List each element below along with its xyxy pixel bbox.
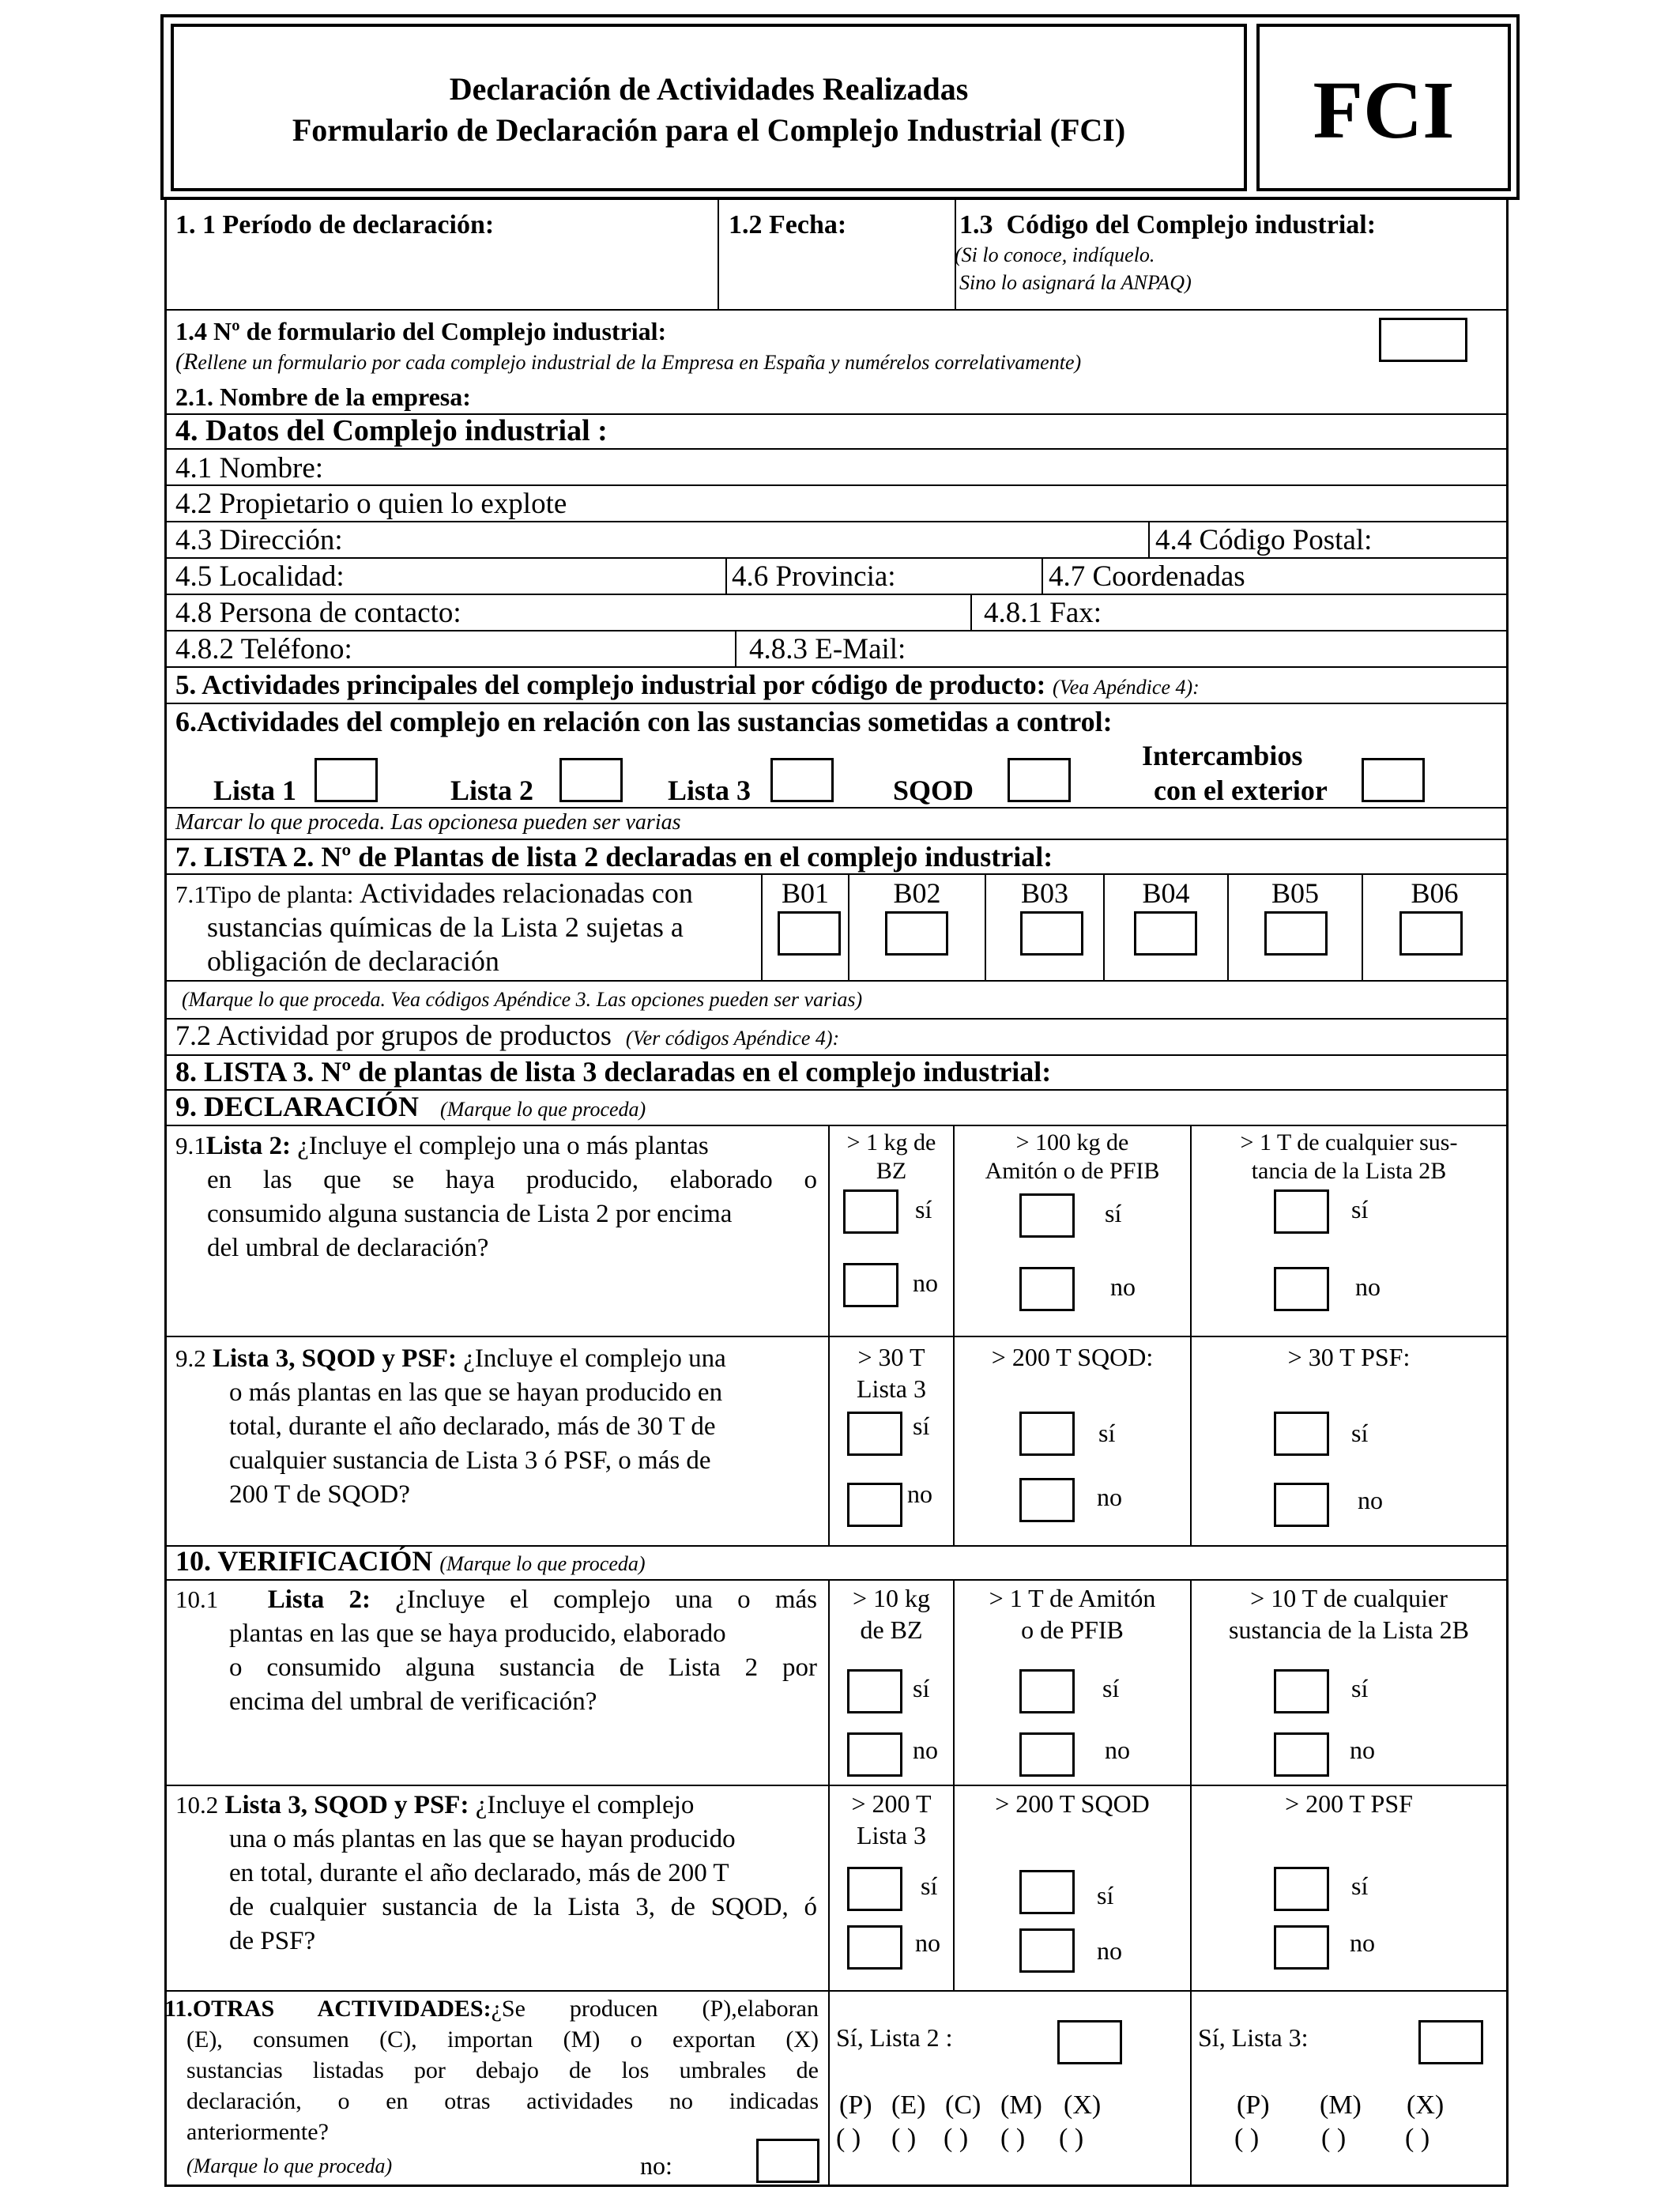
planta-b01-checkbox[interactable] (778, 911, 841, 956)
lista2-check-x[interactable]: ( ) (1059, 2124, 1084, 2153)
q102-col2-header: > 200 T SQOD (995, 1789, 1150, 1818)
otras-no-label: no: (640, 2151, 672, 2180)
si-label: sí (1351, 1419, 1369, 1447)
tipo-planta-note: (Marque lo que proceda. Vea códigos Apéndice 3. Las opciones pueden ser varias) (182, 988, 863, 1011)
q91-col3-si-checkbox[interactable] (1274, 1189, 1329, 1234)
coordenadas-field-label: 4.7 Coordenadas (1049, 560, 1245, 593)
tipo-planta-line2: sustancias químicas de la Lista 2 sujetas a (207, 911, 684, 943)
lista2-code-m: (M) (1000, 2090, 1042, 2120)
planta-b06-checkbox[interactable] (1399, 911, 1463, 956)
q101-line1: 10.1 Lista 2: ¿Incluye el complejo una o más (175, 1585, 817, 1614)
codigo-complejo-label: 1.3 Código del Complejo industrial: (959, 210, 1377, 239)
q92-col1-header: > 30 T Lista 3 (857, 1343, 926, 1403)
q92-col1-si-checkbox[interactable] (847, 1412, 902, 1456)
datos-complejo-title: 4. Datos del Complejo industrial : (175, 414, 608, 447)
contacto-field-label: 4.8 Persona de contacto: (175, 597, 461, 629)
q102-col1-header: > 200 T Lista 3 (851, 1789, 932, 1849)
no-label: no (913, 1269, 938, 1297)
lista3-checkbox[interactable] (770, 758, 834, 802)
q91-col1-si-checkbox[interactable] (843, 1189, 898, 1234)
si-lista2-checkbox[interactable] (1057, 2020, 1122, 2064)
q92-line5: 200 T de SQOD? (229, 1480, 410, 1509)
q101-col1-si-checkbox[interactable] (847, 1669, 902, 1713)
lista1-checkbox[interactable] (315, 758, 378, 802)
lista2-code-x: (X) (1064, 2090, 1102, 2120)
nombre-field-label: 4.1 Nombre: (175, 452, 324, 484)
lista3-check-p[interactable]: ( ) (1234, 2124, 1260, 2153)
q92-line1: 9.2 Lista 3, SQOD y PSF: ¿Incluye el complejo una (175, 1344, 726, 1373)
numero-formulario-label: 1.4 Nº de formulario del Complejo industrial: (175, 317, 667, 345)
q102-col3-header: > 200 T PSF (1285, 1789, 1413, 1818)
verificacion-q101-text (175, 1582, 817, 1719)
q91-line1: 9.1Lista 2: ¿Incluye el complejo una o más plantas (175, 1132, 709, 1160)
numero-formulario-note: (Rellene un formulario por cada complejo industrial de la Empresa en España y numérelos correlativamente) (175, 349, 1082, 375)
q92-line3: total, durante el año declarado, más de 30 T de (229, 1412, 716, 1441)
q102-line2: una o más plantas en las que se hayan producido (229, 1825, 736, 1853)
codigo-note-1: (Si lo conoce, indíquelo. (955, 243, 1155, 266)
verificacion-q102-text (175, 1788, 817, 1958)
fecha-label: 1.2 Fecha: (729, 210, 847, 239)
intercambios-label-2: con el exterior (1154, 775, 1328, 806)
q101-col1-no-checkbox[interactable] (847, 1732, 902, 1777)
planta-b03-checkbox[interactable] (1020, 911, 1083, 956)
si-label: sí (1351, 1195, 1369, 1223)
q101-line3: o consumido alguna sustancia de Lista 2 por (229, 1653, 817, 1682)
lista2-check-e[interactable]: ( ) (891, 2124, 917, 2153)
otras-line4: declaración, o en otras actividades no indicadas (186, 2088, 819, 2114)
lista2-code-e: (E) (891, 2090, 926, 2120)
si-lista3-checkbox[interactable] (1418, 2020, 1483, 2064)
no-label: no (913, 1736, 938, 1764)
planta-code-b06: B06 (1411, 877, 1459, 909)
q101-col2-si-checkbox[interactable] (1019, 1669, 1075, 1713)
form-title-line2: Formulario de Declaración para el Complejo Industrial (FCI) (292, 112, 1126, 148)
si-label: sí (1105, 1199, 1122, 1227)
otras-no-checkbox[interactable] (756, 2139, 819, 2183)
propietario-field-label: 4.2 Propietario o quien lo explote (175, 488, 567, 520)
q92-col2-no-checkbox[interactable] (1019, 1478, 1075, 1522)
direccion-field-label: 4.3 Dirección: (175, 524, 343, 556)
form-title-line1: Declaración de Actividades Realizadas (449, 71, 969, 107)
q102-col3-si-checkbox[interactable] (1274, 1867, 1329, 1911)
q101-col1-header: > 10 kg de BZ (852, 1584, 931, 1644)
sqod-label: SQOD (893, 775, 974, 806)
intercambios-checkbox[interactable] (1362, 758, 1425, 802)
no-label: no (907, 1480, 932, 1508)
planta-code-b05: B05 (1271, 877, 1319, 909)
no-label: no (1350, 1928, 1375, 1957)
localidad-field-label: 4.5 Localidad: (175, 560, 345, 593)
codigo-postal-field-label: 4.4 Código Postal: (1155, 524, 1373, 556)
lista2-code-p: (P) (839, 2090, 872, 2120)
q91-col1-header: > 1 kg de BZ (846, 1129, 936, 1184)
lista2-label: Lista 2 (450, 775, 534, 806)
q92-col2-header: > 200 T SQOD: (991, 1343, 1154, 1371)
si-label: sí (915, 1195, 932, 1223)
lista2-check-p[interactable]: ( ) (836, 2124, 861, 2153)
si-label: sí (1351, 1674, 1369, 1702)
lista3-code-p: (P) (1237, 2090, 1270, 2120)
q102-col2-si-checkbox[interactable] (1019, 1870, 1075, 1914)
q92-col3-no-checkbox[interactable] (1274, 1483, 1329, 1527)
si-label: sí (1102, 1674, 1120, 1702)
lista3-plantas-title: 8. LISTA 3. Nº de plantas de lista 3 declaradas en el complejo industrial: (175, 1056, 1052, 1088)
q91-col2-no-checkbox[interactable] (1019, 1267, 1075, 1311)
no-label: no (1097, 1936, 1122, 1965)
actividad-grupos-label: 7.2 Actividad por grupos de productos (Ver códigos Apéndice 4): (175, 1020, 840, 1051)
sqod-checkbox[interactable] (1008, 758, 1071, 802)
q91-line4: del umbral de declaración? (207, 1234, 489, 1262)
form-code-badge: FCI (1313, 65, 1455, 156)
q101-col3-no-checkbox[interactable] (1274, 1732, 1329, 1777)
email-field-label: 4.8.3 E-Mail: (749, 633, 906, 665)
provincia-field-label: 4.6 Provincia: (732, 560, 896, 593)
actividades-sustancias-title: 6.Actividades del complejo en relación con las sustancias sometidas a control: (175, 706, 1113, 737)
q102-col2-no-checkbox[interactable] (1019, 1928, 1075, 1973)
lista2-plantas-title: 7. LISTA 2. Nº de Plantas de lista 2 declaradas en el complejo industrial: (175, 841, 1053, 873)
lista3-check-m[interactable]: ( ) (1321, 2124, 1347, 2153)
q102-col1-si-checkbox[interactable] (847, 1867, 902, 1911)
otras-line2: (E), consumen (C), importan (M) o exportan (X) (186, 2026, 819, 2053)
actividades-note: Marcar lo que proceda. Las opcionesa pueden ser varias (175, 810, 681, 835)
q92-line4: cualquier sustancia de Lista 3 ó PSF, o más de (229, 1446, 711, 1475)
q92-col3-header: > 30 T PSF: (1287, 1343, 1411, 1371)
lista2-checkbox[interactable] (559, 758, 623, 802)
otras-actividades-text (164, 1993, 819, 2147)
si-label: sí (1097, 1881, 1114, 1909)
q102-line5: de PSF? (229, 1927, 316, 1955)
lista3-code-m: (M) (1320, 2090, 1362, 2120)
planta-code-b03: B03 (1020, 877, 1068, 909)
lista2-check-m[interactable]: ( ) (1000, 2124, 1026, 2153)
nombre-empresa-label: 2.1. Nombre de la empresa: (175, 383, 471, 411)
planta-code-b01: B01 (781, 877, 829, 909)
si-label: sí (913, 1674, 930, 1702)
q101-col3-si-checkbox[interactable] (1274, 1669, 1329, 1713)
no-label: no (1350, 1736, 1375, 1764)
q101-col2-header: > 1 T de Amitón o de PFIB (989, 1584, 1156, 1644)
tipo-planta-line3: obligación de declaración (207, 945, 499, 977)
declaracion-q91-text (175, 1129, 817, 1265)
si-label: sí (1351, 1872, 1369, 1900)
header-title-frame (171, 24, 1247, 191)
lista3-code-x: (X) (1407, 2090, 1445, 2120)
si-label: sí (913, 1412, 930, 1440)
declaracion-title: 9. DECLARACIÓN (Marque lo que proceda) (175, 1091, 646, 1122)
telefono-field-label: 4.8.2 Teléfono: (175, 633, 352, 665)
q101-col2-no-checkbox[interactable] (1019, 1732, 1075, 1777)
q92-line2: o más plantas en las que se hayan producido en (229, 1378, 723, 1407)
lista3-label: Lista 3 (668, 775, 751, 806)
q91-col3-no-checkbox[interactable] (1274, 1267, 1329, 1311)
periodo-declaracion-label: 1. 1 Período de declaración: (175, 210, 495, 239)
otras-line1: 11.OTRAS ACTIVIDADES:¿Se producen (P),elaboran (164, 1996, 819, 2022)
verificacion-title: 10. VERIFICACIÓN (Marque lo que proceda) (175, 1545, 646, 1577)
q91-line3: consumido alguna sustancia de Lista 2 por encima (207, 1200, 733, 1228)
lista2-code-c: (C) (945, 2090, 981, 2120)
si-lista3-label: Sí, Lista 3: (1198, 2023, 1309, 2052)
tipo-planta-line1: 7.1Tipo de planta: Actividades relacionadas con (175, 877, 693, 909)
q92-col1-no-checkbox[interactable] (847, 1483, 902, 1527)
planta-code-b04: B04 (1142, 877, 1190, 909)
q102-line1: 10.2 Lista 3, SQOD y PSF: ¿Incluye el complejo (175, 1791, 695, 1819)
lista3-check-x[interactable]: ( ) (1405, 2124, 1430, 2153)
no-label: no (1355, 1272, 1381, 1301)
numero-formulario-box[interactable] (1379, 318, 1467, 362)
planta-b05-checkbox[interactable] (1264, 911, 1328, 956)
no-label: no (1358, 1486, 1383, 1514)
q91-col2-si-checkbox[interactable] (1019, 1193, 1075, 1238)
intercambios-label-1: Intercambios (1142, 740, 1303, 771)
otras-line3: sustancias listadas por debajo de los umbrales de (186, 2057, 819, 2083)
q102-col3-no-checkbox[interactable] (1274, 1925, 1329, 1970)
si-label: sí (921, 1872, 938, 1900)
q91-line2: en las que se haya producido, elaborado o (207, 1166, 817, 1194)
q92-col3-si-checkbox[interactable] (1274, 1412, 1329, 1456)
no-label: no (1110, 1272, 1136, 1301)
fax-field-label: 4.8.1 Fax: (984, 597, 1102, 629)
lista1-label: Lista 1 (213, 775, 297, 806)
si-label: sí (1098, 1419, 1116, 1447)
q92-col2-si-checkbox[interactable] (1019, 1412, 1075, 1456)
no-label: no (915, 1928, 940, 1957)
q91-col1-no-checkbox[interactable] (843, 1263, 898, 1307)
planta-b04-checkbox[interactable] (1134, 911, 1197, 956)
q102-line3: en total, durante el año declarado, más de 200 T (229, 1859, 729, 1887)
q101-col3-header: > 10 T de cualquier sustancia de la Lista 2B (1229, 1584, 1469, 1644)
si-lista2-label: Sí, Lista 2 : (836, 2023, 953, 2052)
q101-line2: plantas en las que se haya producido, elaborado (229, 1619, 726, 1648)
planta-b02-checkbox[interactable] (885, 911, 948, 956)
planta-code-b02: B02 (893, 877, 941, 909)
no-label: no (1097, 1483, 1122, 1511)
lista2-check-c[interactable]: ( ) (944, 2124, 969, 2153)
q102-col1-no-checkbox[interactable] (847, 1925, 902, 1970)
codigo-note-2: Sino lo asignará la ANPAQ) (959, 271, 1192, 294)
declaracion-q92-text (175, 1341, 817, 1512)
q101-line4: encima del umbral de verificación? (229, 1687, 597, 1716)
otras-line5: anteriormente? (186, 2119, 329, 2145)
q102-line4: de cualquier sustancia de la Lista 3, de SQOD, ó (229, 1893, 817, 1921)
no-label: no (1105, 1736, 1130, 1764)
q91-col3-header: > 1 T de cualquier sus- tancia de la Lista 2B (1240, 1129, 1458, 1184)
otras-actividades-note: (Marque lo que proceda) (186, 2154, 393, 2177)
q91-col2-header: > 100 kg de Amitón o de PFIB (985, 1129, 1160, 1184)
actividades-principales-title: 5. Actividades principales del complejo industrial por código de producto: (Vea Apéndice 4): (175, 669, 1200, 700)
